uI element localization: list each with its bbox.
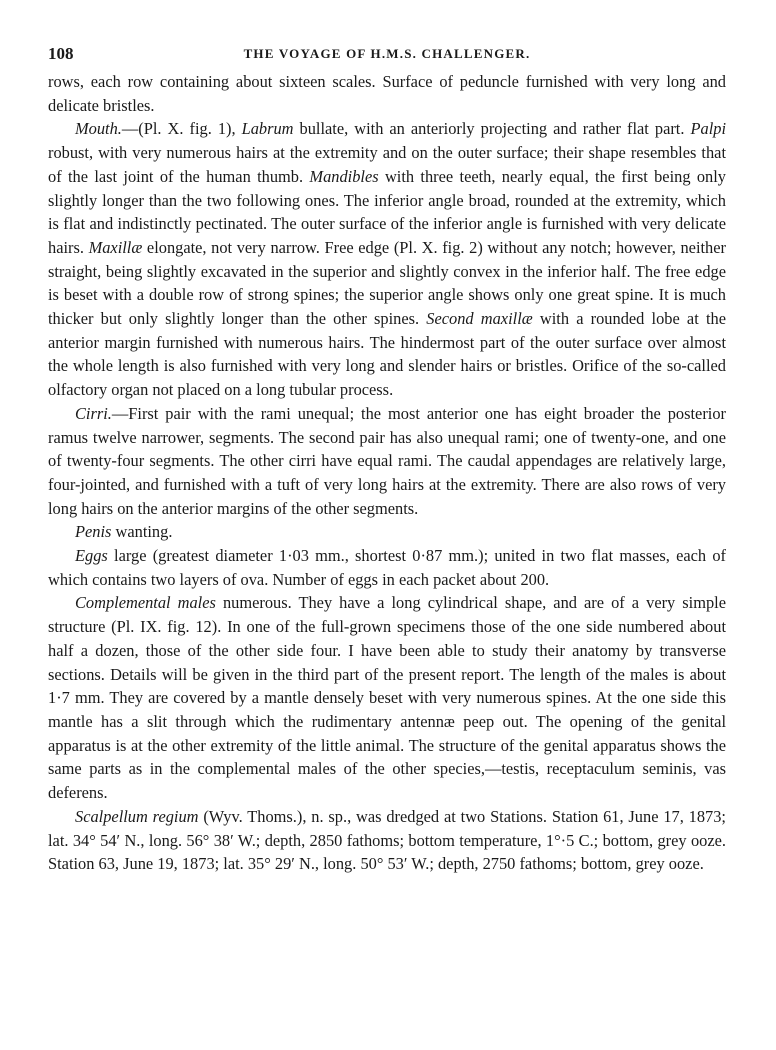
text-segment-italic: Labrum [241, 119, 294, 139]
text-segment-italic: Cirri. [75, 403, 112, 423]
text-segment: rows, each row containing about sixteen scales. Surface of peduncle furnished with very long and delicate bristles. [48, 72, 726, 115]
body-text [48, 70, 726, 876]
text-segment: robust, with very numerous hairs at the extremity and on the outer surface; their shape resembles that of the last joint of the human thumb. [48, 143, 726, 186]
text-segment-italic: Eggs [75, 546, 108, 566]
text-segment: —(Pl. X. fig. 1), [121, 119, 242, 139]
paragraph-mouth [48, 117, 726, 401]
paragraph-scalpellum-regium [48, 805, 726, 876]
text-segment-italic: Penis [75, 522, 112, 542]
paragraph-cirri [48, 402, 726, 521]
text-segment: large (greatest diameter 1·03 mm., shortest 0·87 mm.); united in two flat masses, each of which contains two layers of ova. Number of eggs in each packet about 200. [48, 546, 726, 589]
text-segment: —First pair with the rami unequal; the most anterior one has eight broader the posterior ramus twelve narrower, segments. The second pair has also unequal rami; one of twenty-one, and one of twenty-four segments. The other cirri have equal rami. The caudal appendages are relatively large, four-jointed, and furnished with a tuft of very long hairs at the extremity. There are also rows of very long hairs on the anterior margins of the other segments. [48, 403, 726, 518]
running-head: THE VOYAGE OF H.M.S. CHALLENGER. [243, 46, 531, 61]
page-header [48, 40, 726, 70]
text-segment: numerous. They have a long cylindrical shape, and are of a very simple structure (Pl. IX. fig. 12). In one of the full-grown specimens those of the one side numbered about half a dozen, those of the other side four. I have been able to study their anatomy by transverse sections. Details will be given in the third part of the present report. The length of the males is about 1·7 mm. They are covered by a mantle densely beset with very numerous spines. At the one side this mantle has a slit through which the rudimentary antennæ peep out. The opening of the genital apparatus is at the other extremity of the little animal. The structure of the genital apparatus shows the same parts as in the complemental males of the other species,—testis, receptaculum seminis, vas deferens. [48, 593, 727, 803]
text-segment: wanting. [111, 522, 173, 542]
text-segment: with a rounded lobe at the anterior margin furnished with numerous hairs. The hindermost part of the outer surface over almost the whole length is also furnished with very long and slender hairs or bristles. Orifice of the so-called olfactory organ not placed on a long tubular process. [48, 309, 726, 400]
text-segment: elongate, not very narrow. Free edge (Pl. X. fig. 2) without any notch; however, neither straight, being slightly excavated in the superior and slightly convex in the inferior half. The free edge is beset with a double row of strong spines; the superior angle shows only one great spine. It is much thicker but only slightly longer than the other spines. [48, 237, 726, 329]
text-segment-italic: Scalpellum regium [75, 806, 199, 826]
text-segment: (Wyv. Thoms.), n. sp., was dredged at two Stations. Station 61, June 17, 1873; lat. 34° 54′ N., long. 56° 38′ W.; depth, 2850 fathoms; bottom temperature, 1°·5 C.; bottom, grey ooze. Station 63, June 19, 1873; lat. 35° 29′ N., long. 50° 53′ W.; depth, 2750 fathoms; bottom, grey ooze. [48, 806, 726, 874]
text-segment: bullate, with an anteriorly projecting and rather flat part. [293, 119, 691, 139]
paragraph-continuation [48, 70, 726, 117]
text-segment-italic: Complemental males [75, 593, 216, 613]
text-segment-italic: Maxillæ [88, 237, 143, 257]
paragraph-complemental-males [48, 591, 726, 804]
text-segment-italic: Mandibles [309, 166, 379, 186]
text-segment-italic: Mouth. [75, 119, 122, 139]
text-segment-italic: Second maxillæ [426, 309, 533, 329]
paragraph-penis [48, 520, 726, 544]
text-segment-italic: Palpi [690, 119, 726, 139]
document-page [48, 40, 726, 876]
paragraph-eggs [48, 544, 726, 591]
page-number: 108 [48, 44, 74, 63]
text-segment: with three teeth, nearly equal, the first being only slightly longer than the two following ones. The inferior angle broad, rounded at the extremity, which is flat and indistinctly pectinated. The outer surface of the inferior angle is furnished with very delicate hairs. [48, 166, 726, 257]
